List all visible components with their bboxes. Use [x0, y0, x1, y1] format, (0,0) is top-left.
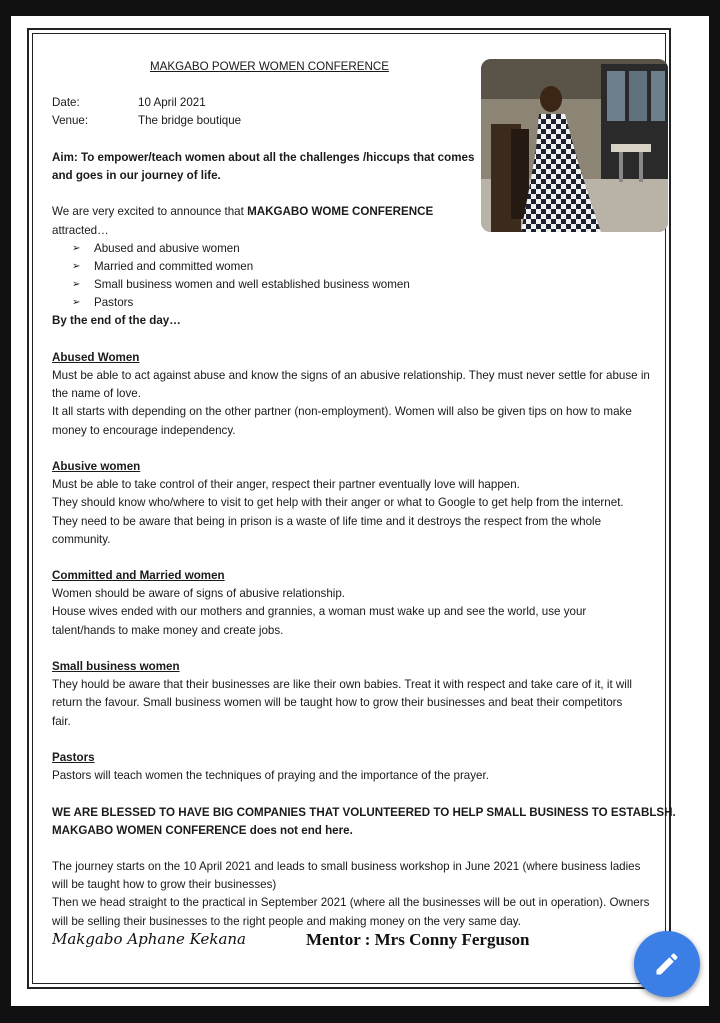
date-value: 10 April 2021 [138, 96, 206, 110]
section-line: Women should be aware of signs of abusive relationship. [52, 587, 346, 601]
section-line: the name of love. [52, 387, 141, 401]
section-line: It all starts with depending on the other partner (non-employment). Women will also be given tips on how to make [52, 405, 632, 419]
pencil-icon [653, 950, 681, 978]
section-abusive-women [52, 458, 668, 549]
aim-statement [52, 149, 482, 185]
section-line: fair. [52, 714, 71, 728]
journey-line: Then we head straight to the practical in September 2021 (where all the businesses will be out in operation). Owners [52, 896, 650, 910]
section-small-business-women [52, 658, 668, 731]
document-body [52, 58, 676, 931]
date-label: Date: [52, 96, 80, 110]
aim-line: Aim: To empower/teach women about all the challenges /hiccups that comes [52, 150, 475, 164]
section-line: They should know who/where to visit to get help with their anger or what to Google to get help from the internet. [52, 496, 624, 510]
attendee-list [52, 240, 668, 313]
section-line: money to encourage independency. [52, 423, 236, 437]
journey-line: The journey starts on the 10 April 2021 and leads to small business workshop in June 2021 (where business ladies [52, 860, 641, 874]
blessed-statement: WE ARE BLESSED TO HAVE BIG COMPANIES THAT VOLUNTEERED TO HELP SMALL BUSINESS TO ESTABLSH. [52, 805, 676, 819]
arrow-bullet-icon: ➢ [72, 279, 81, 291]
section-line: community. [52, 532, 111, 546]
section-line: Pastors will teach women the techniques of praying and the importance of the prayer. [52, 769, 489, 783]
venue-label: Venue: [52, 114, 89, 128]
list-item-text: Pastors [94, 296, 134, 310]
intro-text: We are very excited to announce that [52, 205, 248, 219]
section-heading: Pastors [52, 750, 95, 764]
list-item [72, 240, 668, 258]
intro-bold-text: MAKGABO WOME CONFERENCE [247, 205, 434, 219]
aim-line: and goes in our journey of life. [52, 168, 221, 182]
arrow-bullet-icon: ➢ [72, 297, 81, 309]
section-heading: Abusive women [52, 459, 141, 473]
venue-value: The bridge boutique [138, 114, 242, 128]
section-line: They hould be aware that their businesses are like their own babies. Treat it with respect and take care of it, it will [52, 678, 632, 692]
document-title: MAKGABO POWER WOMEN CONFERENCE [150, 60, 389, 73]
signature-row [52, 930, 652, 954]
section-heading: Committed and Married women [52, 569, 225, 583]
list-item-text: Married and committed women [94, 259, 254, 273]
journey-line: will be selling their businesses to the right people and making money on the very same day. [52, 914, 521, 928]
blessed-statement: MAKGABO WOMEN CONFERENCE does not end here. [52, 823, 353, 837]
section-pastors [52, 749, 668, 785]
journey-line: will be taught how to grow their businesses) [52, 878, 277, 892]
list-item [72, 294, 668, 312]
end-of-day-heading: By the end of the day… [52, 314, 181, 328]
edit-fab-button[interactable] [634, 931, 700, 997]
section-committed-married-women [52, 567, 668, 640]
section-line: talent/hands to make money and create jobs. [52, 623, 284, 637]
section-heading: Abused Women [52, 350, 140, 364]
section-heading: Small business women [52, 660, 180, 673]
arrow-bullet-icon: ➢ [72, 242, 81, 254]
list-item [72, 276, 668, 294]
section-line: return the favour. Small business women will be taught how to grow their businesses and beat their competitors [52, 696, 623, 710]
list-item-text: Small business women and well established business women [94, 278, 410, 292]
list-item-text: Abused and abusive women [94, 241, 240, 255]
section-line: Must be able to take control of their anger, respect their partner eventually love will happen. [52, 478, 520, 492]
mentor-credit: Mentor : Mrs Conny Ferguson [306, 930, 530, 949]
section-abused-women [52, 349, 668, 440]
list-item [72, 258, 668, 276]
intro-attracted: attracted… [52, 223, 109, 237]
section-line: House wives ended with our mothers and grannies, a woman must wake up and see the world, use your [52, 605, 587, 619]
arrow-bullet-icon: ➢ [72, 260, 81, 272]
journey-paragraph [52, 858, 668, 931]
section-line: They need to be aware that being in prison is a waste of life time and it destroys the respect from the whole [52, 514, 602, 528]
signature: Makgabo Aphane Kekana [52, 930, 246, 948]
section-line: Must be able to act against abuse and know the signs of an abusive relationship. They must never settle for abuse in [52, 369, 650, 382]
intro-line [52, 203, 668, 221]
